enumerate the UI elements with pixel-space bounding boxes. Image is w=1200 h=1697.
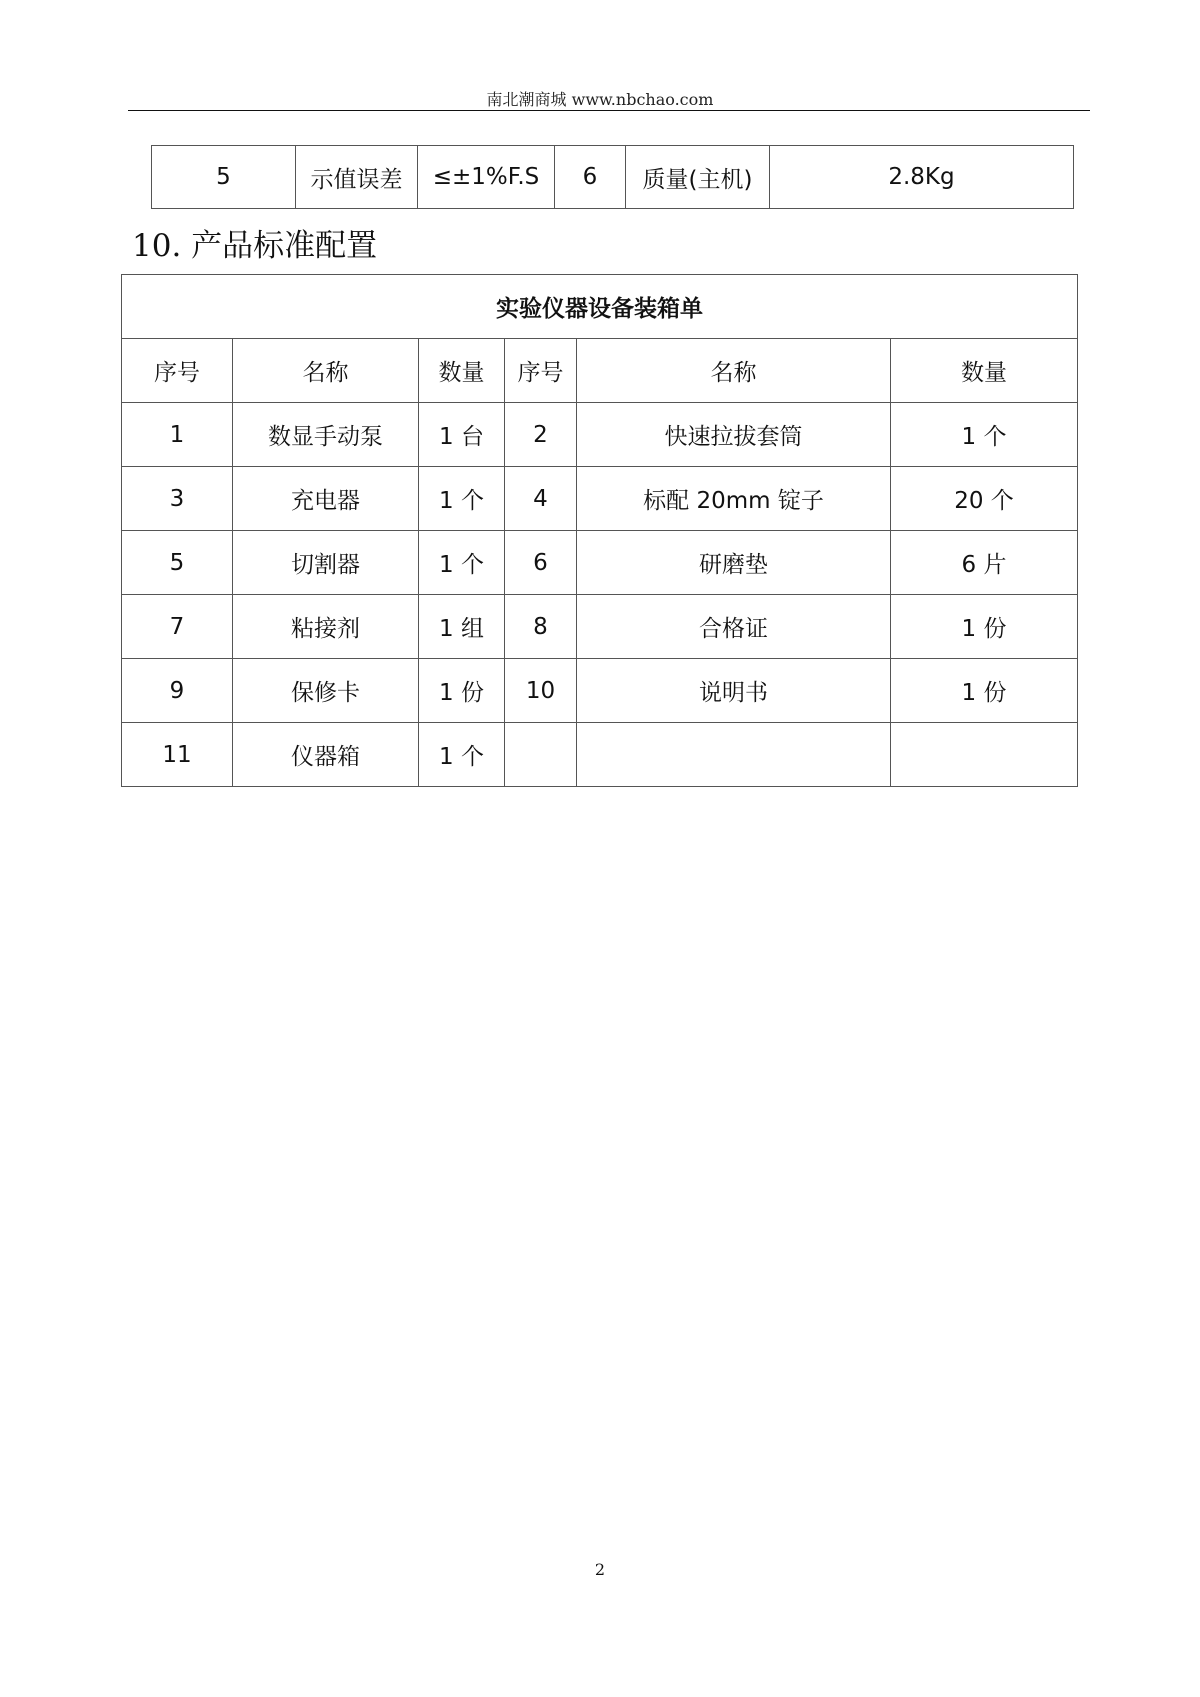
table-cell: 示值误差: [296, 146, 418, 209]
table-cell: 保修卡: [233, 659, 419, 723]
table-row: [122, 467, 1078, 531]
table-cell: [577, 723, 891, 787]
table-cell: 1 台: [419, 403, 505, 467]
table-cell: 切割器: [233, 531, 419, 595]
column-header: 名称: [577, 339, 891, 403]
table-cell: 仪器箱: [233, 723, 419, 787]
table-row: [122, 595, 1078, 659]
table-cell: 6 片: [891, 531, 1078, 595]
table-cell: 1 个: [419, 723, 505, 787]
table-cell: 3: [122, 467, 233, 531]
table-cell: 1 份: [891, 595, 1078, 659]
table-header-row: [122, 339, 1078, 403]
table-cell: 说明书: [577, 659, 891, 723]
table-cell: 1 个: [891, 403, 1078, 467]
table-cell: 5: [152, 146, 296, 209]
table-cell: 20 个: [891, 467, 1078, 531]
table-cell: [891, 723, 1078, 787]
table-cell: 8: [505, 595, 577, 659]
table-cell: 7: [122, 595, 233, 659]
section-heading: 10. 产品标准配置: [132, 228, 378, 264]
table-cell: 研磨垫: [577, 531, 891, 595]
table-cell: 质量(主机): [626, 146, 770, 209]
column-header: 数量: [419, 339, 505, 403]
table-cell: 2.8Kg: [770, 146, 1074, 209]
table-cell: 5: [122, 531, 233, 595]
spec-table: [151, 145, 1074, 209]
table-row: [122, 531, 1078, 595]
column-header: 序号: [122, 339, 233, 403]
table-cell: 数显手动泵: [233, 403, 419, 467]
table-cell: 合格证: [577, 595, 891, 659]
table-cell: 1 个: [419, 467, 505, 531]
table-cell: 11: [122, 723, 233, 787]
table-row: [122, 403, 1078, 467]
table-cell: 1 组: [419, 595, 505, 659]
table-cell: 粘接剂: [233, 595, 419, 659]
column-header: 数量: [891, 339, 1078, 403]
table-cell: 9: [122, 659, 233, 723]
table-cell: 6: [555, 146, 626, 209]
table-cell: 充电器: [233, 467, 419, 531]
table-cell: 10: [505, 659, 577, 723]
table-row: [122, 723, 1078, 787]
table-cell: 1: [122, 403, 233, 467]
table-cell: 标配 20mm 锭子: [577, 467, 891, 531]
page-header-text: 南北潮商城 www.nbchao.com: [486, 90, 714, 109]
table-cell: 4: [505, 467, 577, 531]
table-cell: 1 份: [419, 659, 505, 723]
packing-list-table: [121, 274, 1078, 787]
page-number: 2: [594, 1560, 606, 1579]
table-row: [152, 146, 1074, 209]
table-cell: 6: [505, 531, 577, 595]
table-row: [122, 659, 1078, 723]
table-cell: 1 个: [419, 531, 505, 595]
table-title: 实验仪器设备装箱单: [122, 275, 1078, 339]
table-cell: [505, 723, 577, 787]
table-cell: 1 份: [891, 659, 1078, 723]
table-cell: 快速拉拔套筒: [577, 403, 891, 467]
column-header: 名称: [233, 339, 419, 403]
table-cell: 2: [505, 403, 577, 467]
column-header: 序号: [505, 339, 577, 403]
table-title-row: [122, 275, 1078, 339]
table-cell: ≤±1%F.S: [418, 146, 555, 209]
header-rule: [128, 110, 1090, 111]
